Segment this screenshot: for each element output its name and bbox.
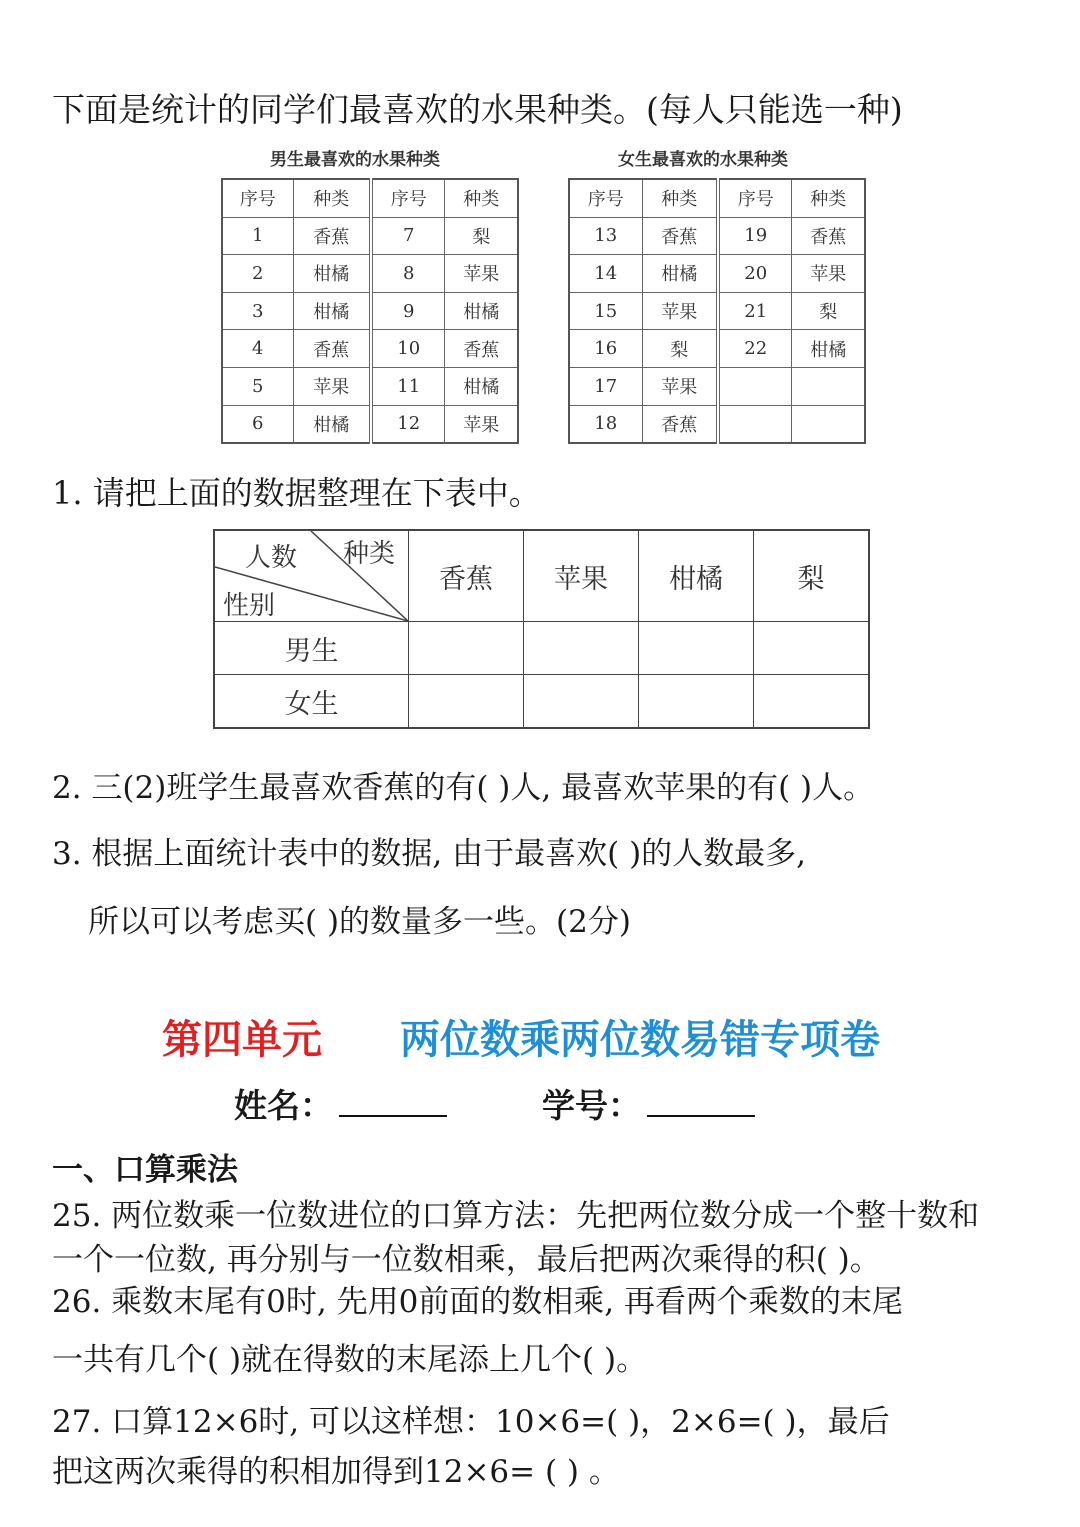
- header-cell: 种类: [792, 179, 865, 217]
- question-2: 2. 三(2)班学生最喜欢香蕉的有( )人, 最喜欢苹果的有( )人。: [52, 770, 875, 806]
- table-cell: [718, 405, 792, 443]
- answer-cell[interactable]: [754, 622, 870, 675]
- student-id-blank[interactable]: [647, 1087, 755, 1117]
- question-1: 1. 请把上面的数据整理在下表中。: [52, 474, 541, 512]
- answer-cell[interactable]: [524, 622, 639, 675]
- table-row: [222, 367, 518, 405]
- table-cell: 香蕉: [642, 405, 718, 443]
- table-cell: 梨: [642, 330, 718, 368]
- table-cell: 17: [569, 367, 642, 405]
- boys-table-caption: 男生最喜欢的水果种类: [270, 150, 440, 170]
- table-row: [222, 217, 518, 255]
- student-id-field: [542, 1080, 755, 1127]
- answer-cell[interactable]: [524, 675, 639, 729]
- table-row: [569, 292, 865, 330]
- gender-label-girls: 女生: [214, 675, 409, 729]
- table-cell: 苹果: [445, 405, 518, 443]
- table-cell: 2: [222, 255, 293, 293]
- table-cell: 梨: [792, 292, 865, 330]
- tally-row-boys: [214, 622, 869, 675]
- header-cell: 序号: [222, 179, 293, 217]
- table-cell: 柑橘: [293, 292, 371, 330]
- table-cell: 9: [371, 292, 445, 330]
- table-cell: 苹果: [293, 367, 371, 405]
- table-cell: 21: [718, 292, 792, 330]
- problem-26-line-2: 一共有几个( )就在得数的末尾添上几个( )。: [52, 1342, 648, 1378]
- table-cell: 香蕉: [445, 330, 518, 368]
- table-cell: 15: [569, 292, 642, 330]
- table-row: [222, 292, 518, 330]
- table-row: [569, 217, 865, 255]
- table-cell: 3: [222, 292, 293, 330]
- table-cell: 柑橘: [293, 255, 371, 293]
- tally-header-row: [214, 530, 869, 622]
- problem-25-line-2: 一个一位数, 再分别与一位数相乘，最后把两次乘得的积( )。: [52, 1242, 881, 1278]
- table-cell: 5: [222, 367, 293, 405]
- table-cell: 香蕉: [642, 217, 718, 255]
- header-cell: 种类: [642, 179, 718, 217]
- table-cell: 22: [718, 330, 792, 368]
- table-cell: 苹果: [445, 255, 518, 293]
- table-cell: 苹果: [642, 367, 718, 405]
- table-cell: 苹果: [642, 292, 718, 330]
- problem-27-line-1: 27. 口算12×6时, 可以这样想：10×6=( )，2×6=( )，最后: [52, 1404, 890, 1440]
- fruit-header-banana: 香蕉: [409, 530, 524, 622]
- table-cell: 12: [371, 405, 445, 443]
- unit-title: 第四单元: [162, 1017, 322, 1063]
- table-cell: 梨: [445, 217, 518, 255]
- table-row: [222, 330, 518, 368]
- table-cell: 苹果: [792, 255, 865, 293]
- problem-25-line-1: 25. 两位数乘一位数进位的口算方法：先把两位数分成一个整十数和: [52, 1198, 980, 1234]
- table-cell: 20: [718, 255, 792, 293]
- table-cell: 11: [371, 367, 445, 405]
- table-cell: 4: [222, 330, 293, 368]
- answer-cell[interactable]: [639, 622, 754, 675]
- table-row: [569, 255, 865, 293]
- table-cell: [718, 367, 792, 405]
- boys-fruit-table: [221, 178, 519, 444]
- table-cell: [792, 405, 865, 443]
- table-row: [222, 255, 518, 293]
- section-heading-1: 一、口算乘法: [52, 1152, 238, 1188]
- table-row: [222, 405, 518, 443]
- unit-subtitle: 两位数乘两位数易错专项卷: [400, 1017, 880, 1063]
- header-cell: 种类: [445, 179, 518, 217]
- table-cell: [792, 367, 865, 405]
- table-cell: 柑橘: [445, 367, 518, 405]
- name-field: [234, 1080, 447, 1127]
- question-3-line-1: 3. 根据上面统计表中的数据, 由于最喜欢( )的人数最多,: [52, 836, 807, 872]
- tally-table: [213, 529, 870, 729]
- table-cell: 8: [371, 255, 445, 293]
- table-cell: 香蕉: [792, 217, 865, 255]
- corner-label-gender: 性别: [223, 591, 276, 621]
- answer-cell[interactable]: [639, 675, 754, 729]
- table-cell: 13: [569, 217, 642, 255]
- table-row: [569, 330, 865, 368]
- table-cell: 香蕉: [293, 330, 371, 368]
- table-cell: 16: [569, 330, 642, 368]
- header-cell: 序号: [371, 179, 445, 217]
- tally-row-girls: [214, 675, 869, 729]
- name-label: 姓名：: [234, 1086, 333, 1125]
- table-cell: 18: [569, 405, 642, 443]
- table-cell: 14: [569, 255, 642, 293]
- table-cell: 柑橘: [293, 405, 371, 443]
- table-cell: 10: [371, 330, 445, 368]
- diagonal-header-cell: [214, 530, 409, 622]
- header-cell: 序号: [718, 179, 792, 217]
- table-cell: 柑橘: [445, 292, 518, 330]
- table-cell: 19: [718, 217, 792, 255]
- problem-26-line-1: 26. 乘数末尾有0时, 先用0前面的数相乘, 再看两个乘数的末尾: [52, 1284, 904, 1320]
- fruit-header-pear: 梨: [754, 530, 870, 622]
- girls-table-caption: 女生最喜欢的水果种类: [618, 150, 788, 170]
- table-header-row: [569, 179, 865, 217]
- header-cell: 种类: [293, 179, 371, 217]
- table-cell: 香蕉: [293, 217, 371, 255]
- corner-label-count: 人数: [245, 543, 298, 573]
- question-3-line-2: 所以可以考虑买( )的数量多一些。(2分): [88, 904, 631, 940]
- table-cell: 1: [222, 217, 293, 255]
- girls-fruit-table: [568, 178, 866, 444]
- answer-cell[interactable]: [409, 622, 524, 675]
- table-cell: 7: [371, 217, 445, 255]
- answer-cell[interactable]: [409, 675, 524, 729]
- header-cell: 序号: [569, 179, 642, 217]
- student-id-label: 学号：: [542, 1086, 641, 1125]
- table-cell: 柑橘: [792, 330, 865, 368]
- table-row: [569, 405, 865, 443]
- table-row: [569, 367, 865, 405]
- problem-27-line-2: 把这两次乘得的积相加得到12×6= ( ) 。: [52, 1454, 620, 1490]
- answer-cell[interactable]: [754, 675, 870, 729]
- intro-text: 下面是统计的同学们最喜欢的水果种类。(每人只能选一种): [52, 90, 903, 129]
- name-blank[interactable]: [339, 1087, 447, 1117]
- table-header-row: [222, 179, 518, 217]
- fruit-header-apple: 苹果: [524, 530, 639, 622]
- fruit-header-orange: 柑橘: [639, 530, 754, 622]
- table-cell: 6: [222, 405, 293, 443]
- table-cell: 柑橘: [642, 255, 718, 293]
- gender-label-boys: 男生: [214, 622, 409, 675]
- corner-label-type: 种类: [343, 539, 396, 569]
